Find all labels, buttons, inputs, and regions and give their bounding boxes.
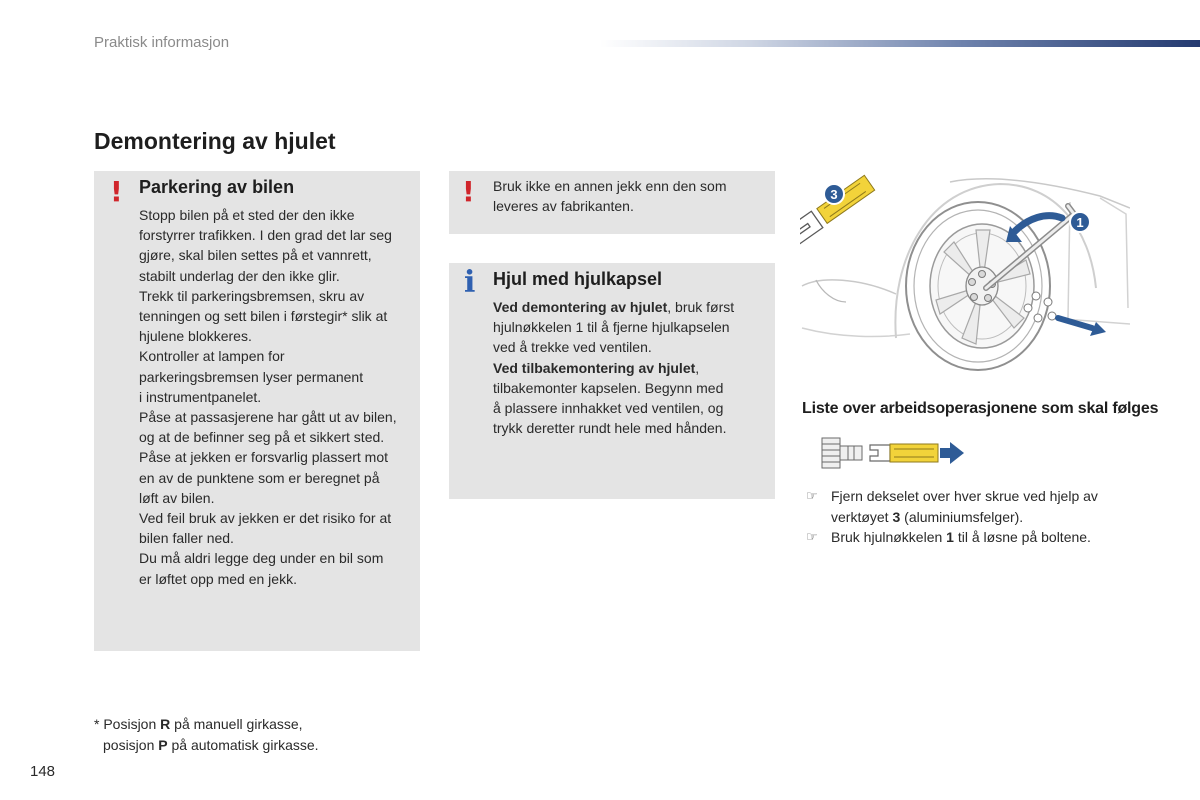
wheel-removal-illustration xyxy=(800,168,1130,378)
operations-heading: Liste over arbeidsoperasjonene som skal følges xyxy=(802,400,1159,417)
bolt-cover-icon xyxy=(822,438,862,468)
parking-line: løft av bilen. xyxy=(139,489,215,506)
parking-line: bilen faller ned. xyxy=(139,530,234,547)
footnote-text: på automatisk girkasse. xyxy=(167,737,319,753)
step-text: til å løsne på boltene. xyxy=(953,529,1091,545)
parking-text xyxy=(139,205,414,589)
hubcap-line: ved å trekke ved ventilen. xyxy=(493,339,652,356)
tool-sequence-illustration xyxy=(818,432,968,474)
running-header: Praktisk informasjon xyxy=(94,34,230,51)
pointing-hand-icon: ☞ xyxy=(806,488,818,503)
operations-steps xyxy=(806,486,1136,548)
hubcap-removal-rest: , bruk først xyxy=(667,299,735,315)
step-2-line xyxy=(831,527,1136,548)
step-ref: 1 xyxy=(946,529,954,545)
hubcap-refit-rest: , xyxy=(695,359,700,376)
footnote-ref: P xyxy=(158,737,168,753)
footnote-line-2 xyxy=(94,735,319,756)
parking-line: forstyrrer trafikken. I den grad det lar seg xyxy=(139,227,392,244)
pointing-hand-icon: ☞ xyxy=(806,529,818,544)
parking-line: hjulene blokkeres. xyxy=(139,328,252,345)
hubcap-line: å plassere innhakket ved ventilen, og xyxy=(493,400,724,417)
warning-icon: ! xyxy=(110,175,123,208)
jack-warning-text xyxy=(493,176,768,216)
jack-line: leveres av fabrikanten. xyxy=(493,198,634,215)
header-gradient-bar xyxy=(600,40,1200,47)
parking-line: stabilt underlag der den ikke glir. xyxy=(139,267,340,284)
parking-line: Påse at jekken er forsvarlig plassert mot xyxy=(139,449,388,466)
footnote xyxy=(94,714,319,756)
parking-line: Trekk til parkeringsbremsen, skru av xyxy=(139,287,365,304)
hubcap-line: tilbakemonter kapselen. Begynn med xyxy=(493,379,724,396)
footnote-text: posisjon xyxy=(103,737,159,753)
parking-line: Påse at passasjerene har gått ut av bilen, xyxy=(139,409,397,426)
push-arrow-icon xyxy=(940,442,964,464)
step-text: (aluminiumsfelger). xyxy=(900,508,1024,525)
footnote-text: * Posisjon xyxy=(94,716,161,732)
parking-line: er løftet opp med en jekk. xyxy=(139,570,297,587)
hubcap-line xyxy=(493,297,768,317)
tool-3-icon xyxy=(870,444,938,462)
callout-3-label: 3 xyxy=(830,187,838,202)
parking-line: tenningen og sett bilen i førstegir* slik at xyxy=(139,308,388,325)
parking-line: i instrumentpanelet. xyxy=(139,388,262,405)
step-text: Bruk hjulnøkkelen xyxy=(831,529,947,545)
step-item xyxy=(806,486,1136,527)
jack-line: Bruk ikke en annen jekk enn den som xyxy=(493,178,727,194)
parking-line: Ved feil bruk av jekken er det risiko for at xyxy=(139,510,392,527)
parking-line: Stopp bilen på et sted der den ikke xyxy=(139,207,355,223)
footnote-text: på manuell girkasse, xyxy=(170,716,303,732)
parking-line: gjøre, skal bilen settes på et vannrett, xyxy=(139,247,372,264)
parking-title: Parkering av bilen xyxy=(139,177,295,197)
hubcap-line: hjulnøkkelen 1 til å fjerne hjulkapselen xyxy=(493,319,730,336)
callout-1-label: 1 xyxy=(1076,215,1084,230)
parking-line: en av de punktene som er beregnet på xyxy=(139,469,380,486)
footnote-ref: R xyxy=(160,716,171,732)
parking-line: Kontroller at lampen for xyxy=(139,348,285,365)
parking-line: og at de befinner seg på et sikkert sted. xyxy=(139,429,385,446)
page-number: 148 xyxy=(30,763,56,780)
footnote-line-1 xyxy=(94,714,319,735)
parking-line: parkeringsbremsen lyser permanent xyxy=(139,368,364,385)
hubcap-title: Hjul med hjulkapsel xyxy=(493,269,663,289)
warning-icon: ! xyxy=(462,175,475,208)
parking-line: Du må aldri legge deg under en bil som xyxy=(139,550,384,567)
hubcap-removal-bold: Ved demontering av hjulet xyxy=(493,299,668,315)
step-1-line-a: Fjern dekselet over hver skrue ved hjelp av xyxy=(831,488,1098,504)
step-1-line-b xyxy=(831,507,1136,528)
info-icon: i xyxy=(464,265,476,300)
step-item xyxy=(806,527,1136,548)
step-text: verktøyet xyxy=(831,508,893,525)
hubcap-text xyxy=(493,297,768,438)
step-ref: 3 xyxy=(892,508,901,525)
hubcap-line xyxy=(493,358,768,378)
hubcap-line: trykk deretter rundt hele med hånden. xyxy=(493,420,727,437)
page-title: Demontering av hjulet xyxy=(94,128,336,154)
hubcap-refit-bold: Ved tilbakemontering av hjulet xyxy=(493,359,696,376)
